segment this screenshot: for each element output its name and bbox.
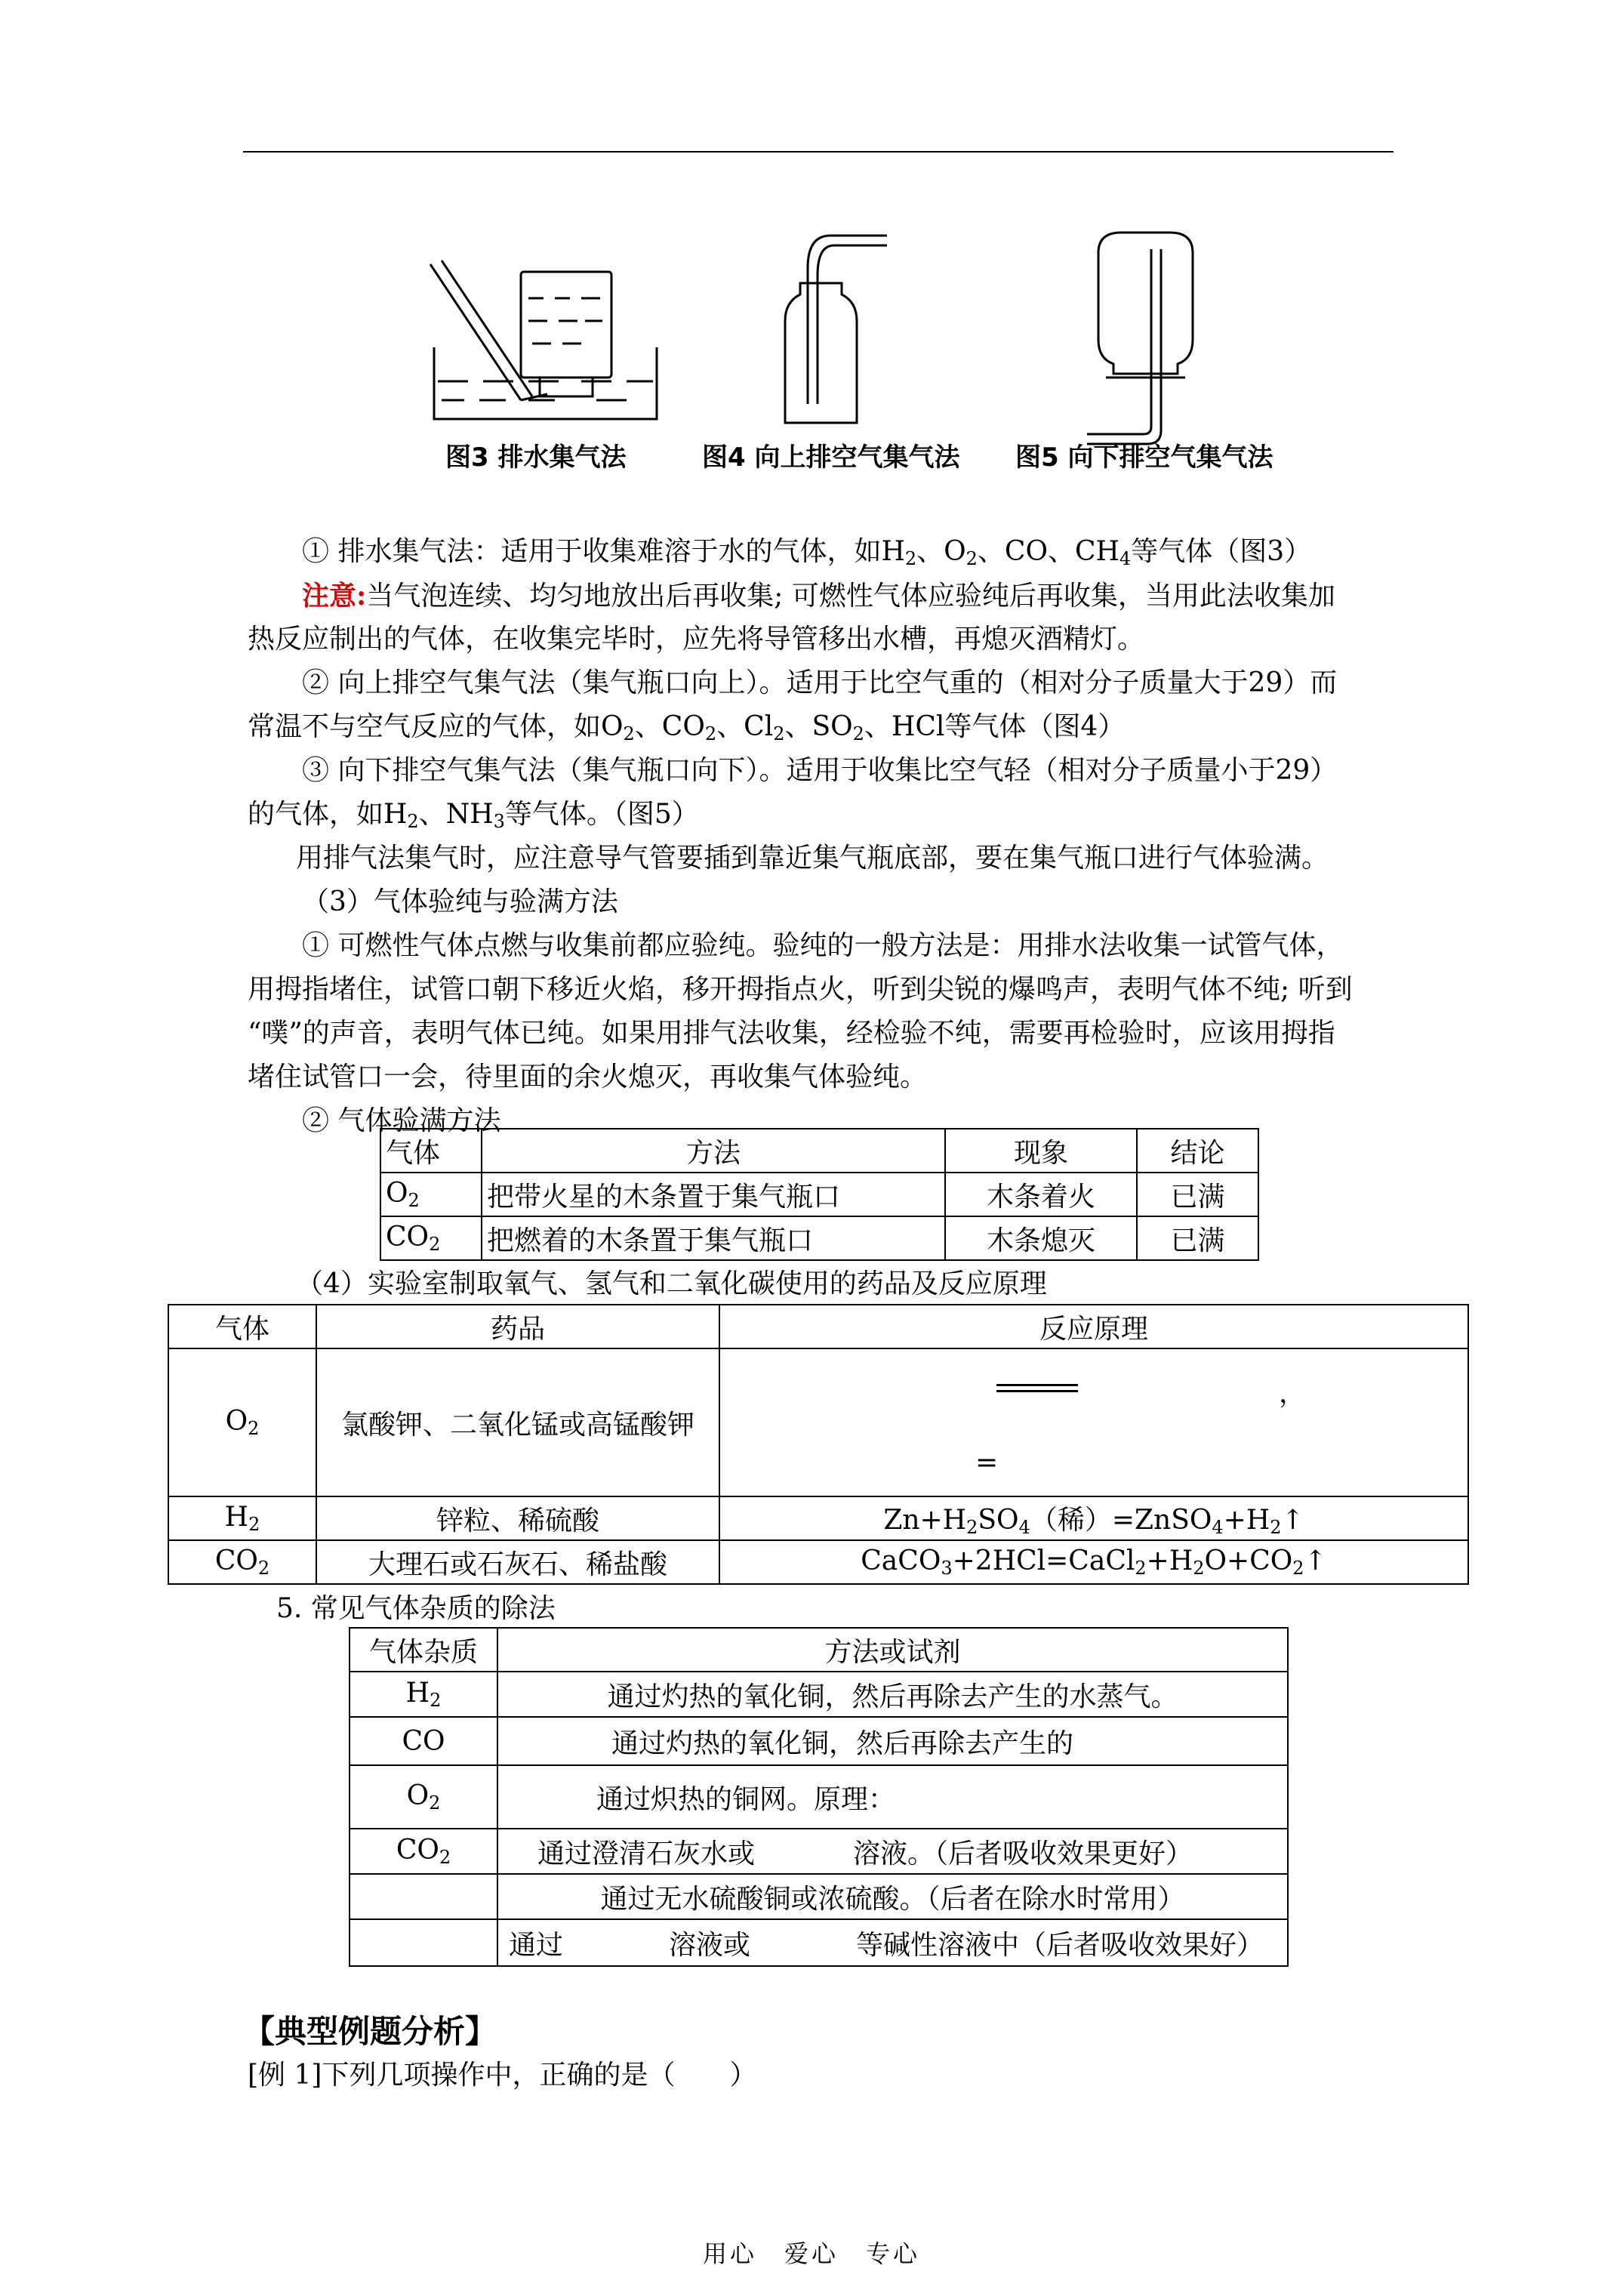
t3-r5-gas [350, 1874, 497, 1919]
t2-h2-drug: 锌粒、稀硫酸 [316, 1496, 719, 1540]
fig3-caption: 图3 排水集气法 [445, 442, 627, 473]
t3-r4-method: 通过澄清石灰水或 溶液。（后者吸收效果更好） [497, 1829, 1288, 1874]
fig3-drawing [430, 260, 657, 419]
para-downward-cont: 的气体，如$H_2$、$NH_3$等气体。（图5） [248, 799, 699, 832]
t1-r2-method: 把燃着的木条置于集气瓶口 [482, 1216, 945, 1260]
fig5-caption: 图5 向下排空气集气法 [1015, 442, 1273, 473]
para-upward-cont: 常温不与空气反应的气体，如$O_2$、$CO_2$、$Cl_2$、$SO_2$、HCl等气体（图4） [248, 711, 1126, 744]
para-purity-2: 用拇指堵住，试管口朝下移近火焰，移开拇指点火，听到尖锐的爆鸣声，表明气体不纯; 听到 [248, 974, 1353, 1005]
impurity-table [349, 1627, 1289, 1967]
reagents-table [168, 1304, 1469, 1585]
para-purity-4: 堵住试管口一会，待里面的余火熄灭，再收集气体验纯。 [248, 1062, 928, 1093]
t3-r2-method: 通过灼热的氧化铜，然后再除去产生的 [497, 1717, 1288, 1765]
t3-r1-method: 通过灼热的氧化铜，然后再除去产生的水蒸气。 [497, 1672, 1288, 1717]
t3-r6-gas [350, 1919, 497, 1966]
t2-co2-principle: $CaCO_3+2HCl=CaCl_2+H_2O+CO_2↑$ [719, 1540, 1468, 1584]
heading-3: （3）气体验纯与验满方法 [302, 886, 618, 917]
t1-r2-gas: $CO_2$ [380, 1216, 482, 1260]
para-water-method: ① 排水集气法：适用于收集难溶于水的气体，如$H_2$、$O_2$、CO、$CH_4$等气体（图3） [302, 536, 1312, 569]
t3-r2-gas: CO [350, 1717, 497, 1765]
para-note: 注意:当气泡连续、均匀地放出后再收集; 可燃性气体应验纯后再收集，当用此法收集加 [302, 580, 1335, 612]
t2-o2-drug: 氯酸钾、二氧化锰或高锰酸钾 [316, 1348, 719, 1496]
note-label: 注意: [302, 580, 367, 612]
para-downward-method: ③ 向下排空气集气法（集气瓶口向下）。适用于收集比空气轻（相对分子质量小于29） [302, 755, 1338, 786]
t2-header-principle: 反应原理 [719, 1305, 1468, 1348]
page-footer: 用心 爱心 专心 [702, 2239, 920, 2268]
t3-header-method: 方法或试剂 [497, 1628, 1288, 1672]
t3-r5-method: 通过无水硫酸铜或浓硫酸。（后者在除水时常用） [497, 1874, 1288, 1919]
t3-r4-gas: $CO_2$ [350, 1829, 497, 1874]
t3-header-impurity: 气体杂质 [350, 1628, 497, 1672]
t1-header-conclusion: 结论 [1137, 1129, 1258, 1173]
para-exhaust-note: 用排气法集气时，应注意导气管要插到靠近集气瓶底部，要在集气瓶口进行气体验满。 [296, 843, 1329, 874]
t2-co2-gas: $CO_2$ [168, 1540, 316, 1584]
para-purity-1: ① 可燃性气体点燃与收集前都应验纯。验纯的一般方法是：用排水法收集一试管气体， [302, 930, 1344, 961]
t2-o2-principle [719, 1348, 1468, 1496]
fig4-drawing [785, 236, 887, 423]
t1-header-method: 方法 [482, 1129, 945, 1173]
t3-r3-gas: $O_2$ [350, 1765, 497, 1829]
t2-o2-condition-line-bottom [996, 1390, 1078, 1392]
para-note-cont: 热反应制出的气体，在收集完毕时，应先将导管移出水槽，再熄灭酒精灯。 [248, 624, 1145, 655]
t1-r1-conclusion: 已满 [1137, 1173, 1258, 1216]
t2-o2-eq: = [975, 1447, 999, 1478]
t2-h2-principle: $Zn+H_2SO_4$（稀）$=ZnSO_4+H_2↑$ [719, 1496, 1468, 1540]
t1-r1-method: 把带火星的木条置于集气瓶口 [482, 1173, 945, 1216]
example-1: [例 1]下列几项操作中，正确的是（ ） [248, 2060, 757, 2091]
heading-4: （4）实验室制取氧气、氢气和二氧化碳使用的药品及反应原理 [296, 1268, 1047, 1299]
t2-o2-condition-line-top [996, 1384, 1078, 1386]
t2-header-gas: 气体 [168, 1305, 316, 1348]
t2-co2-drug: 大理石或石灰石、稀盐酸 [316, 1540, 719, 1584]
t3-r1-gas: $H_2$ [350, 1672, 497, 1717]
para-fullness: ② 气体验满方法 [302, 1105, 501, 1136]
t1-header-phenomenon: 现象 [945, 1129, 1137, 1173]
fig5-drawing [1087, 233, 1193, 444]
t2-o2-gas: $O_2$ [168, 1348, 316, 1496]
para-upward-method: ② 向上排空气集气法（集气瓶口向上）。适用于比空气重的（相对分子质量大于29）而 [302, 667, 1338, 698]
t2-o2-comma: ， [1279, 1378, 1307, 1409]
t1-r1-phenomenon: 木条着火 [945, 1173, 1137, 1216]
t1-r1-gas: $O_2$ [380, 1173, 482, 1216]
t3-r6-method: 通过 溶液或 等碱性溶液中（后者吸收效果好） [497, 1919, 1288, 1966]
section-title: 【典型例题分析】 [243, 2013, 497, 2050]
t1-r2-phenomenon: 木条熄灭 [945, 1216, 1137, 1260]
t2-header-drug: 药品 [316, 1305, 719, 1348]
para-purity-3: “噗”的声音，表明气体已纯。如果用排气法收集，经检验不纯，需要再检验时，应该用拇指 [248, 1018, 1335, 1049]
t1-header-gas: 气体 [380, 1129, 482, 1173]
t2-h2-gas: $H_2$ [168, 1496, 316, 1540]
t1-r2-conclusion: 已满 [1137, 1216, 1258, 1260]
fig4-caption: 图4 向上排空气集气法 [702, 442, 960, 473]
heading-5: 5. 常见气体杂质的除法 [276, 1593, 556, 1624]
header-rule [243, 151, 1394, 153]
fullness-table [380, 1128, 1259, 1261]
t3-r3-method: 通过炽热的铜网。原理： [497, 1765, 1288, 1829]
